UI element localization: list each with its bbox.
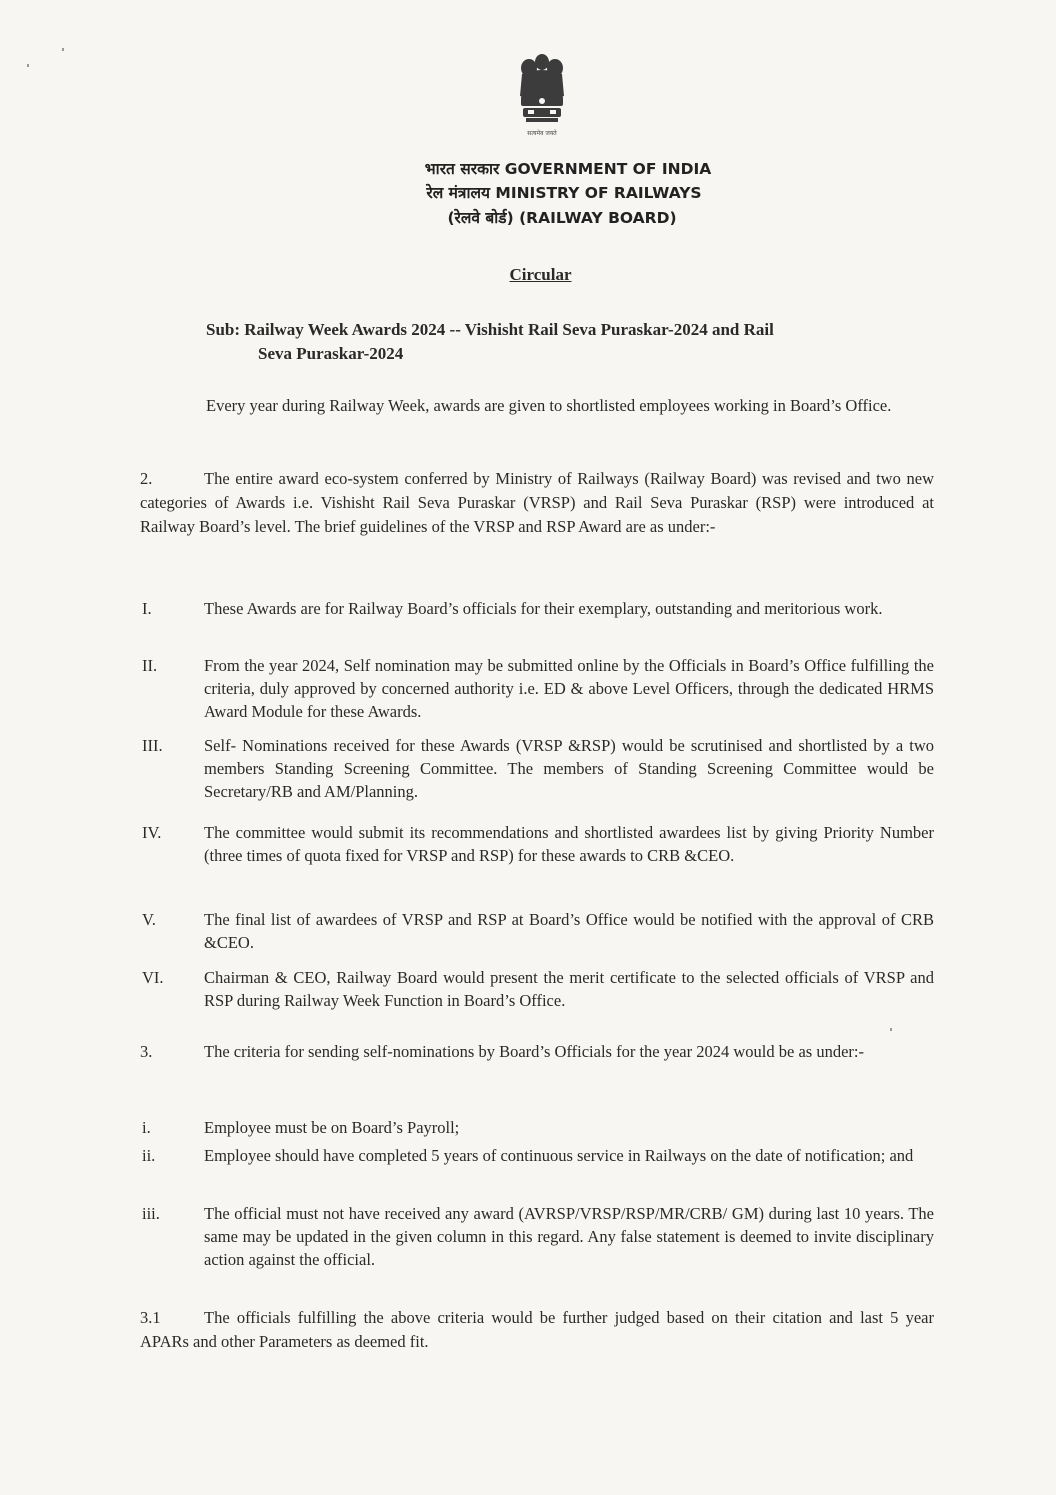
criteria-item [142, 1116, 934, 1139]
guideline-marker: VI. [142, 968, 164, 987]
header-board-english: (RAILWAY BOARD) [519, 209, 677, 227]
scan-speck [62, 48, 64, 51]
guideline-item [142, 654, 934, 723]
guideline-text: The final list of awardees of VRSP and RSP at Board’s Office would be notified with the approval of CRB &CEO. [204, 910, 934, 952]
guideline-text: The committee would submit its recommendations and shortlisted awardees list by giving Priority Number (three times of quota fixed for VRSP and RSP) for these awards to CRB &CEO. [204, 823, 934, 865]
intro-paragraph: Every year during Railway Week, awards are given to shortlisted employees working in Board’s Office. [206, 396, 892, 415]
guideline-marker: I. [142, 599, 152, 618]
header-line-board [34, 206, 1056, 228]
paragraph-3-1-number: 3.1 [140, 1308, 161, 1327]
criteria-text: The official must not have received any award (AVRSP/VRSP/RSP/MR/CRB/ GM) during last 10 years. The same may be updated in the given column in this regard. Any false statement is deemed to invite disciplinary action against the official. [204, 1204, 934, 1269]
criteria-item [142, 1144, 934, 1167]
criteria-marker: ii. [142, 1146, 156, 1165]
document-title: Circular [509, 265, 572, 284]
header-line-ministry [36, 181, 1056, 203]
guideline-marker: IV. [142, 823, 162, 842]
guideline-text: From the year 2024, Self nomination may be submitted online by the Officials in Board’s Office fulfilling the criteria, duly approved by concerned authority i.e. ED & above Level Officers, through the dedicated HRMS Award Module for these Awards. [204, 656, 934, 721]
guideline-item [142, 966, 934, 1012]
subject-line-2: Seva Puraskar-2024 [258, 344, 404, 363]
paragraph-3 [140, 1040, 934, 1064]
subject-line-1: Sub: Railway Week Awards 2024 -- Vishisht Rail Seva Puraskar-2024 and Rail [206, 320, 774, 339]
guideline-item [142, 821, 934, 867]
criteria-text: Employee must be on Board’s Payroll; [204, 1118, 460, 1137]
scan-speck [27, 64, 29, 67]
paragraph-3-number: 3. [140, 1042, 153, 1061]
paragraph-2-text: The entire award eco-system conferred by Ministry of Railways (Railway Board) was revised and two new categories of Awards i.e. Vishisht Rail Seva Puraskar (VRSP) and Rail Seva Puraskar (RSP) were introduced at Railway Board’s level. The brief guidelines of the VRSP and RSP Award are as under:- [140, 469, 934, 536]
guideline-text: Self- Nominations received for these Awards (VRSP &RSP) would be scrutinised and shortlisted by a two members Standing Screening Committee. The members of Standing Screening Committee would be Secretary/RB and AM/Planning. [204, 736, 934, 801]
header-ministry-hindi: रेल मंत्रालय [426, 184, 490, 202]
criteria-item [142, 1202, 934, 1271]
criteria-marker: i. [142, 1118, 151, 1137]
header-board-hindi: (रेलवे बोर्ड) [447, 209, 514, 227]
emblem-motto: सत्यमेव जयते [527, 130, 557, 137]
header-government-english: GOVERNMENT OF INDIA [504, 160, 712, 178]
paragraph-2-number: 2. [140, 469, 153, 488]
header-ministry-english: MINISTRY OF RAILWAYS [495, 184, 702, 202]
subject [206, 318, 941, 366]
guideline-marker: III. [142, 736, 163, 755]
guideline-item [142, 597, 934, 620]
guideline-text: Chairman & CEO, Railway Board would present the merit certificate to the selected officials of VRSP and RSP during Railway Week Function in Board’s Office. [204, 968, 934, 1010]
header-line-government [40, 157, 1056, 179]
guideline-marker: II. [142, 656, 158, 675]
criteria-text: Employee should have completed 5 years of continuous service in Railways on the date of notification; and [204, 1146, 914, 1165]
guideline-marker: V. [142, 910, 156, 929]
header-government-hindi: भारत सरकार [424, 160, 500, 178]
paragraph-2 [140, 467, 934, 539]
criteria-marker: iii. [142, 1204, 160, 1223]
guideline-text: These Awards are for Railway Board’s officials for their exemplary, outstanding and meritorious work. [204, 599, 883, 618]
guideline-item [142, 908, 934, 954]
paragraph-3-1-text: The officials fulfilling the above criteria would be further judged based on their citation and last 5 year APARs and other Parameters as deemed fit. [140, 1308, 934, 1351]
guideline-item [142, 734, 934, 803]
paragraph-3-1 [140, 1306, 934, 1354]
scan-speck [890, 1028, 892, 1031]
state-emblem-icon [512, 52, 572, 138]
paragraph-3-text: The criteria for sending self-nominations by Board’s Officials for the year 2024 would be as under:- [204, 1042, 864, 1061]
